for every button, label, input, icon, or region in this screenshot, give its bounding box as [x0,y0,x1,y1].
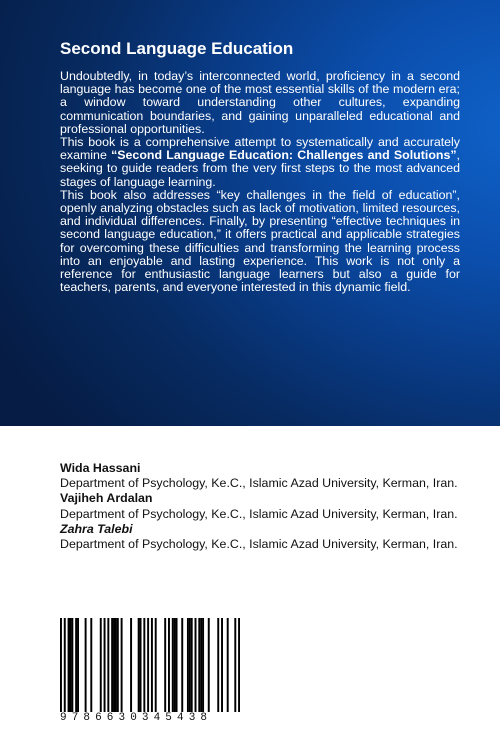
barcode-bar [202,618,204,718]
barcode-bar [172,618,174,718]
barcode-bar [147,618,149,718]
barcode-bar [69,618,71,718]
barcode-bar [104,618,106,718]
barcode-bar [238,618,240,718]
blurb-paragraph-2 [60,136,460,189]
barcode-bar [168,618,170,718]
author-list [60,461,458,552]
barcode-bar [64,618,66,718]
barcode-bar [198,618,200,718]
barcode-bar [113,618,115,718]
book-title: Second Language Education [60,39,294,58]
barcode-bar [90,618,92,718]
barcode-bar [227,618,229,718]
blurb-paragraph-3: This book also addresses “key challenges in the field of education”, openly analyzing obstacles such as lack of motivation, limited resources, and individual differences. Finally, by presenting “effective techniques in second language education,” it offers practical and applicable strategies for overcoming these difficulties and transforming the learning process into an enjoyable and lasting experience. This work is not only a reference for enthusiastic language learners but also a guide for teachers, parents, and everyone interested in this dynamic field. [60,187,460,295]
barcode-bar [234,618,236,718]
blurb-p2-rest: , seeking to guide readers from the very first steps to the most advanced stages of language learning. [60,148,460,189]
author-name: Zahra Talebi [60,521,133,536]
barcode-bar [181,618,183,718]
isbn-digits: 9786630345438 [60,712,240,724]
isbn-barcode [60,618,240,726]
barcode-bar [164,618,166,718]
barcode-bar [189,618,191,718]
barcode-bar [111,618,113,718]
barcode-bar [71,618,73,718]
barcode-bar [115,618,117,718]
book-blurb [60,70,460,294]
author-name: Wida Hassani [60,461,141,475]
barcode-bar [130,618,132,718]
barcode-bar [68,618,70,718]
barcode-bar [200,618,202,718]
barcode-bar [60,618,62,718]
barcode-bar [221,618,223,718]
barcode-bar [107,618,109,718]
barcode-bar [155,618,157,718]
barcode-bar [195,618,197,718]
author-name: Vajiheh Ardalan [60,491,153,506]
barcode-bar [100,618,102,718]
barcode-bar [176,618,178,718]
barcode-bar [151,618,153,718]
blurb-paragraph-1: Undoubtedly, in today’s interconnected world, proficiency in a second language has become one of the most essential skills of the modern era; a window toward understanding other cultures, expanding communication boundaries, and gaining unparalleled educational and professional opportunities. [60,69,460,136]
barcode-bar [143,618,145,718]
barcode-bar [217,618,219,718]
barcode-bar [208,618,210,718]
book-title-quote: “Second Language Education: Challenges and Solutions” [111,148,457,163]
barcode-bar [75,618,77,718]
barcode-bar [174,618,176,718]
barcode-bar [77,618,79,718]
author-affiliation: Department of Psychology, Ke.C., Islamic Azad University, Kerman, Iran. [60,537,458,552]
barcode-bar [85,618,87,718]
barcode-bar [187,618,189,718]
barcode-bar [121,618,123,718]
author-affiliation: Department of Psychology, Ke.C., Islamic Azad University, Kerman, Iran. [60,506,458,521]
blurb-p2-intro: This book is a comprehensive attempt to systematically and accurately examine [60,135,460,163]
barcode-bar [138,618,140,718]
barcode-bar [140,618,142,718]
barcode-bars [60,618,240,718]
barcode-bar [117,618,119,718]
barcode-bar [191,618,193,718]
author-affiliation: Department of Psychology, Ke.C., Islamic Azad University, Kerman, Iran. [60,476,458,491]
